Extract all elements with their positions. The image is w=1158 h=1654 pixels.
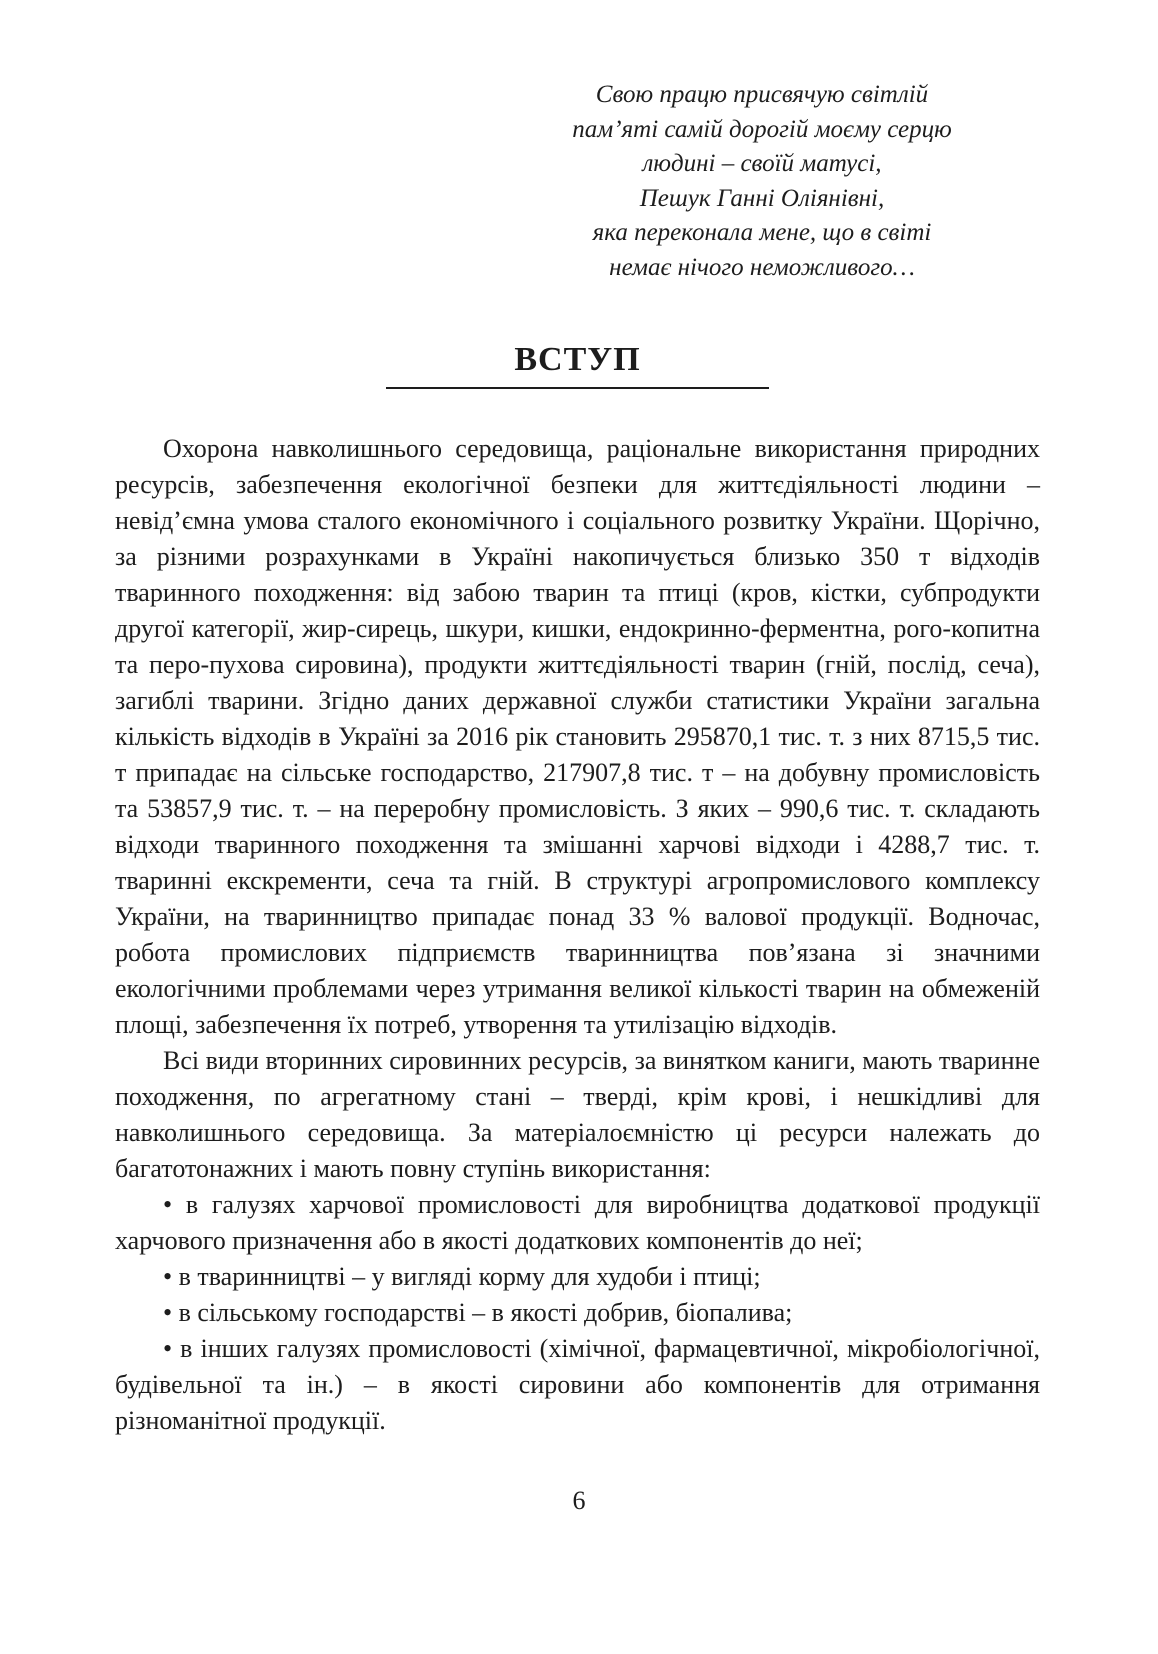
dedication	[522, 78, 1002, 285]
bullet-item: • в інших галузях промисловості (хімічної, фармацевтичної, мікробіологічної, будівельної та ін.) – в якості сировини або компонентів для отримання різноманітної продукції.	[115, 1334, 1040, 1435]
dedication-line: немає нічого неможливого…	[609, 253, 915, 281]
page-number: 6	[572, 1486, 586, 1515]
dedication-line: людині – своїй матусі,	[642, 150, 882, 177]
bullet-item: • в сільському господарстві – в якості добрив, біопалива;	[163, 1298, 793, 1327]
bullet-item: • в тваринництві – у вигляді корму для худоби і птиці;	[163, 1262, 761, 1291]
bullet-item: • в галузях харчової промисловості для виробництва додаткової продукції харчового призначення або в якості додаткових компонентів до неї;	[115, 1190, 1040, 1255]
chapter-heading-wrap	[115, 341, 1040, 389]
paragraph: Охорона навколишнього середовища, раціональне використання природних ресурсів, забезпечення екологічної безпеки для життєдіяльності людини – невід’ємна умова сталого економічного і соціального розвитку України. Щорічно, за різними розрахунками в Україні накопичується близько 350 т відходів тваринного походження: від забою тварин та птиці (кров, кістки, субпродукти другої категорії, жир-сирець, шкури, кишки, ендокринно-ферментна, рого-копитна та перо-пухова сировина), продукти життєдіяльності тварин (гній, послід, сеча), загиблі тварини. Згідно даних державної служби статистики України загальна кількість відходів в Україні за 2016 рік становить 295870,1 тис. т. з них 8715,5 тис. т припадає на сільське господарство, 217907,8 тис. т – на добувну промисловість та 53857,9 тис. т. – на переробну промисловість. З яких – 990,6 тис. т. складають відходи тваринного походження та змішанні харчові відходи і 4288,7 тис. т. тваринні екскременти, сеча та гній. В структурі агропромислового комплексу України, на тваринництво припадає понад 33 % валової продукції. Водночас, робота промислових підприємств тваринництва пов’язана зі значними екологічними проблемами через утримання великої кількості тварин на обмеженій площі, забезпечення їх потреб, утворення та утилізацію відходів.	[115, 434, 1040, 1039]
dedication-line: Пешук Ганні Оліянівні,	[639, 184, 885, 212]
dedication-line: пам’яті самій дорогій моєму серцю	[572, 115, 952, 143]
dedication-line: яка переконала мене, що в світі	[592, 219, 932, 246]
chapter-heading: ВСТУП	[386, 341, 768, 389]
paragraph: Всі види вторинних сировинних ресурсів, за винятком каниги, мають тваринне походження, по агрегатному стані – тверді, крім крові, і нешкідливі для навколишнього середовища. За матеріалоємністю ці ресурси належать до багатотонажних і мають повну ступінь використання:	[115, 1046, 1040, 1183]
dedication-line: Свою працю присвячую світлій	[595, 81, 929, 108]
